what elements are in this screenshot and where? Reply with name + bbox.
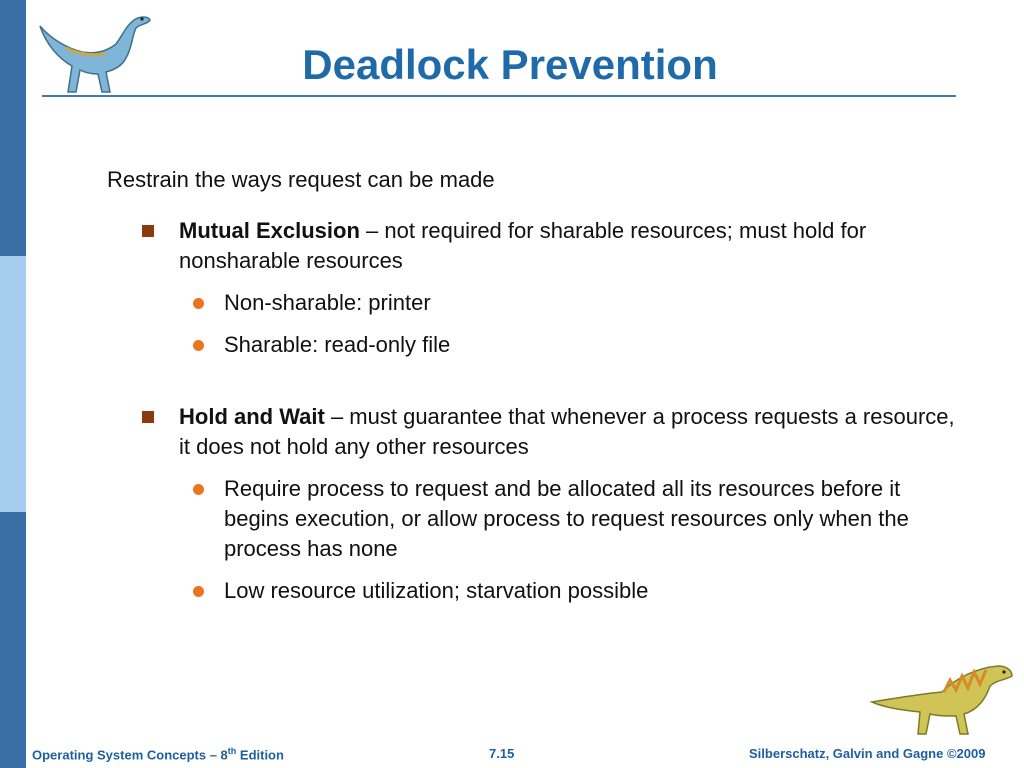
list-item [179,216,959,276]
round-bullet-icon [193,340,204,351]
list-item [224,474,944,564]
footer-authors: Silberschatz, Galvin and Gagne ©2009 [749,746,986,761]
section-heading: Hold and Wait [179,404,325,429]
section-heading: Mutual Exclusion [179,218,360,243]
sidebar-top-band [0,0,26,256]
title-divider [42,95,956,97]
sidebar-bottom-band [0,512,26,768]
page-title: Deadlock Prevention [302,41,718,88]
bullet-text: Low resource utilization; starvation possible [224,578,649,603]
list-item [224,576,944,606]
sidebar-middle-band [0,256,26,512]
list-item [179,402,959,462]
square-bullet-icon [142,225,154,237]
section-text: – not required for sharable resources; must hold for nonsharable resources [179,218,867,273]
footer-page-number: 7.15 [489,746,515,761]
dinosaur-icon [866,658,1016,738]
bullet-text: Non-sharable: printer [224,290,431,315]
section-text: – must guarantee that whenever a process requests a resource, it does not hold any other resources [179,404,955,459]
list-item [224,330,944,360]
intro-text: Restrain the ways request can be made [107,167,495,192]
round-bullet-icon [193,298,204,309]
list-item [224,288,944,318]
footer-book-title: Operating System Concepts – 8th Edition [32,746,284,763]
square-bullet-icon [142,411,154,423]
dinosaur-icon [36,8,156,98]
bullet-text: Sharable: read-only file [224,332,451,357]
round-bullet-icon [193,484,204,495]
round-bullet-icon [193,586,204,597]
bullet-text: Require process to request and be allocated all its resources before it begins execution, or allow process to request resources only when the process has none [224,476,909,561]
